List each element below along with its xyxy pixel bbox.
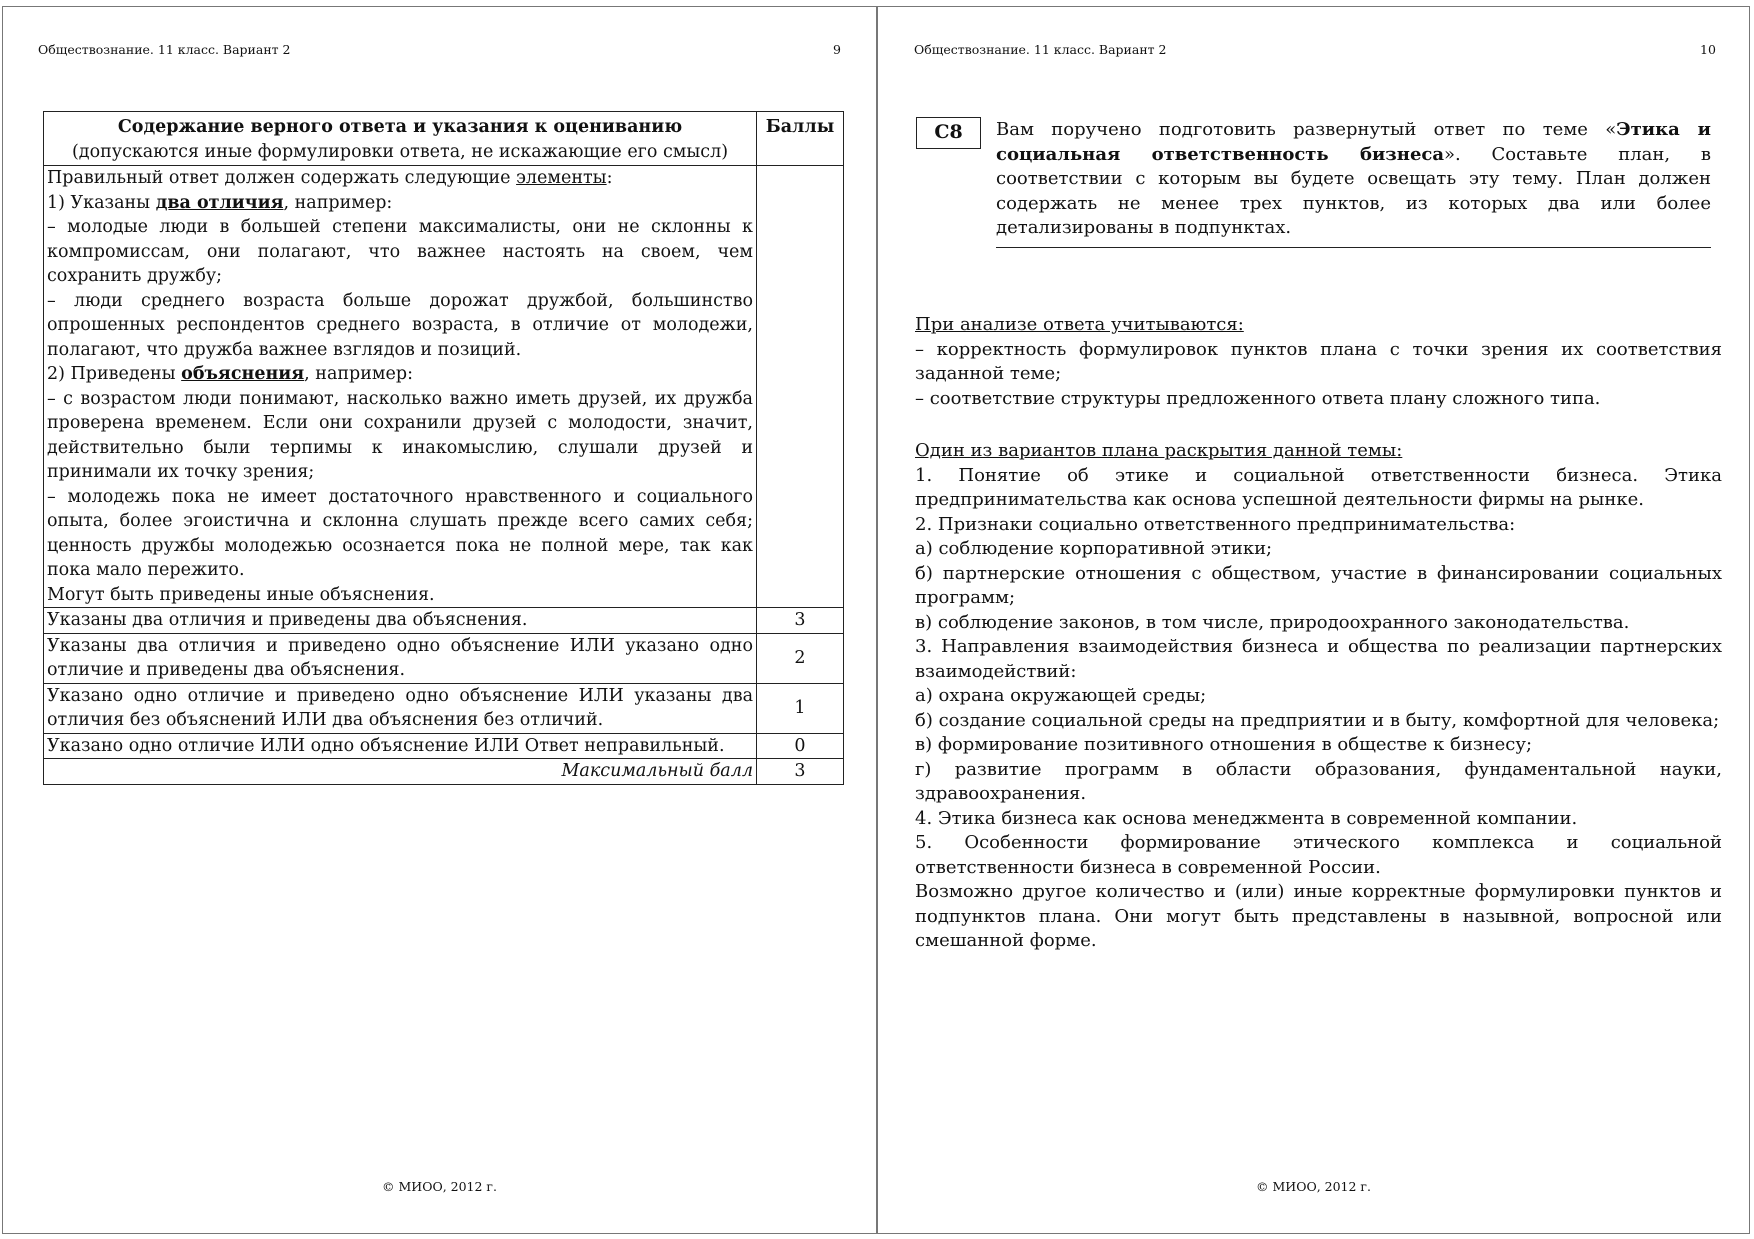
item1-line <box>47 191 753 216</box>
task-suffix: ». Составьте план, в соответствии с которым вы будете освещать эту тему. План должен содержать не менее трех пунктов, из которых два или более детализированы в подпунктах. <box>996 143 1711 238</box>
page-number: 10 <box>1700 42 1716 57</box>
left-page <box>2 6 877 1234</box>
item2-example-a: – с возрастом люди понимают, насколько важно иметь друзей, их дружба проверена временем. Если они сохранили друзей с молодости, значит, действительно были терпимы к инакомыслию, слушали друзей и принимали их точку зрения; <box>47 388 753 482</box>
page-footer: © МИОО, 2012 г. <box>382 1179 497 1194</box>
item2-example-b: – молодежь пока не имеет достаточного нравственного и социального опыта, более эгоистична и склонна слушать прежде всего самих себя; ценность дружбы молодежью осознается пока не полной мере, так как пока мало пережито. <box>47 486 753 580</box>
table-header-note: (допускаются иные формулировки ответа, не искажающие его смысл) <box>71 141 729 162</box>
max-score-label: Максимальный балл <box>44 759 757 785</box>
plan-heading: Один из вариантов плана раскрытия данной темы: <box>915 440 1403 461</box>
page-header: Обществознание. 11 класс. Вариант 2 <box>38 42 291 57</box>
page-header: Обществознание. 11 класс. Вариант 2 <box>914 42 1167 57</box>
answer-guidelines <box>915 313 1722 954</box>
max-score-value: 3 <box>757 759 844 785</box>
item2-suffix: , например: <box>304 364 413 384</box>
plan-item: а) охрана окружающей среды; <box>915 685 1207 706</box>
item1-bold: два отличия <box>155 192 284 213</box>
intro-prefix: Правильный ответ должен содержать следующие <box>47 168 517 188</box>
plan-item: 2. Признаки социально ответственного предпринимательства: <box>915 513 1516 535</box>
criterion-text: Указаны два отличия и приведено одно объяснение ИЛИ указано одно отличие и приведены два объяснения. <box>44 633 757 683</box>
table-header-cell <box>44 112 757 166</box>
item1-example-b: – люди среднего возраста больше дорожат дружбой, большинство опрошенных респондентов среднего возраста, в отличие от молодежи, полагают, что дружба важнее взглядов и позиций. <box>47 290 753 360</box>
closing-note: Возможно другое количество и (или) иные корректные формулировки пунктов и подпунктов плана. Они могут быть представлены в назывной, вопросной или смешанной форме. <box>915 881 1722 951</box>
criterion-row <box>44 683 844 733</box>
plan-item: 1. Понятие об этике и социальной ответственности бизнеса. Этика предпринимательства как основа успешной деятельности фирмы на рынке. <box>915 464 1722 510</box>
analysis-item: – корректность формулировок пунктов плана с точки зрения их соответствия заданной теме; <box>915 338 1722 384</box>
plan-item: 4. Этика бизнеса как основа менеджмента в современной компании. <box>915 807 1578 829</box>
analysis-heading: При анализе ответа учитываются: <box>915 314 1244 335</box>
answer-content-cell <box>44 166 757 608</box>
criterion-row <box>44 608 844 634</box>
plan-item: 3. Направления взаимодействия бизнеса и общества по реализации партнерских взаимодействий: <box>915 636 1722 682</box>
task-text <box>996 118 1711 248</box>
item2-prefix: 2) Приведены <box>47 364 182 384</box>
intro-line <box>47 166 753 191</box>
criterion-score: 0 <box>757 733 844 759</box>
task-label: С8 <box>916 117 981 149</box>
page-footer: © МИОО, 2012 г. <box>1256 1179 1371 1194</box>
table-header-row <box>44 112 844 166</box>
plan-item: б) партнерские отношения с обществом, участие в финансировании социальных программ; <box>915 562 1722 608</box>
plan-item: а) соблюдение корпоративной этики; <box>915 538 1273 559</box>
criterion-row <box>44 733 844 759</box>
analysis-item: – соответствие структуры предложенного ответа плану сложного типа. <box>915 387 1601 409</box>
criterion-text: Указано одно отличие и приведено одно объяснение ИЛИ указаны два отличия без объяснений ИЛИ два объяснения без отличий. <box>44 683 757 733</box>
plan-item: б) создание социальной среды на предприятии и в быту, комфортной для человека; <box>915 709 1720 731</box>
item2-line <box>47 362 753 387</box>
table-header-score: Баллы <box>757 112 844 166</box>
task-topic: Этика и социальная ответственность бизнеса <box>996 119 1711 165</box>
criterion-score: 2 <box>757 633 844 683</box>
plan-item: 5. Особенности формирование этического комплекса и социальной ответственности бизнеса в современной России. <box>915 832 1722 878</box>
empty-score-cell <box>757 166 844 608</box>
plan-item: г) развитие программ в области образования, фундаментальной науки, здравоохранения. <box>915 758 1722 804</box>
intro-elements: элементы <box>516 168 607 188</box>
criterion-score: 1 <box>757 683 844 733</box>
plan-item: в) соблюдение законов, в том числе, природоохранного законодательства. <box>915 611 1630 633</box>
criteria-table <box>43 111 844 785</box>
answer-content-row <box>44 166 844 608</box>
table-header-title: Содержание верного ответа и указания к оцениванию <box>117 117 683 137</box>
criterion-text: Указано одно отличие ИЛИ одно объяснение ИЛИ Ответ неправильный. <box>44 733 757 759</box>
item1-example-a: – молодые люди в большей степени максималисты, они не склонны к компромиссам, они полагают, что важнее настоять на своем, чем сохранить дружбу; <box>47 217 753 286</box>
criterion-row <box>44 633 844 683</box>
criterion-text: Указаны два отличия и приведены два объяснения. <box>44 608 757 634</box>
task-prefix: Вам поручено подготовить развернутый ответ по теме « <box>996 119 1617 140</box>
item2-bold: объяснения <box>181 364 305 384</box>
right-page <box>877 6 1750 1234</box>
plan-item: в) формирование позитивного отношения в обществе к бизнесу; <box>915 734 1533 755</box>
page-number: 9 <box>833 42 841 57</box>
item1-suffix: , например: <box>283 192 393 213</box>
max-score-row <box>44 759 844 785</box>
closing-line: Могут быть приведены иные объяснения. <box>47 584 435 605</box>
criterion-score: 3 <box>757 608 844 634</box>
item1-prefix: 1) Указаны <box>47 192 156 213</box>
intro-suffix: : <box>606 168 613 188</box>
